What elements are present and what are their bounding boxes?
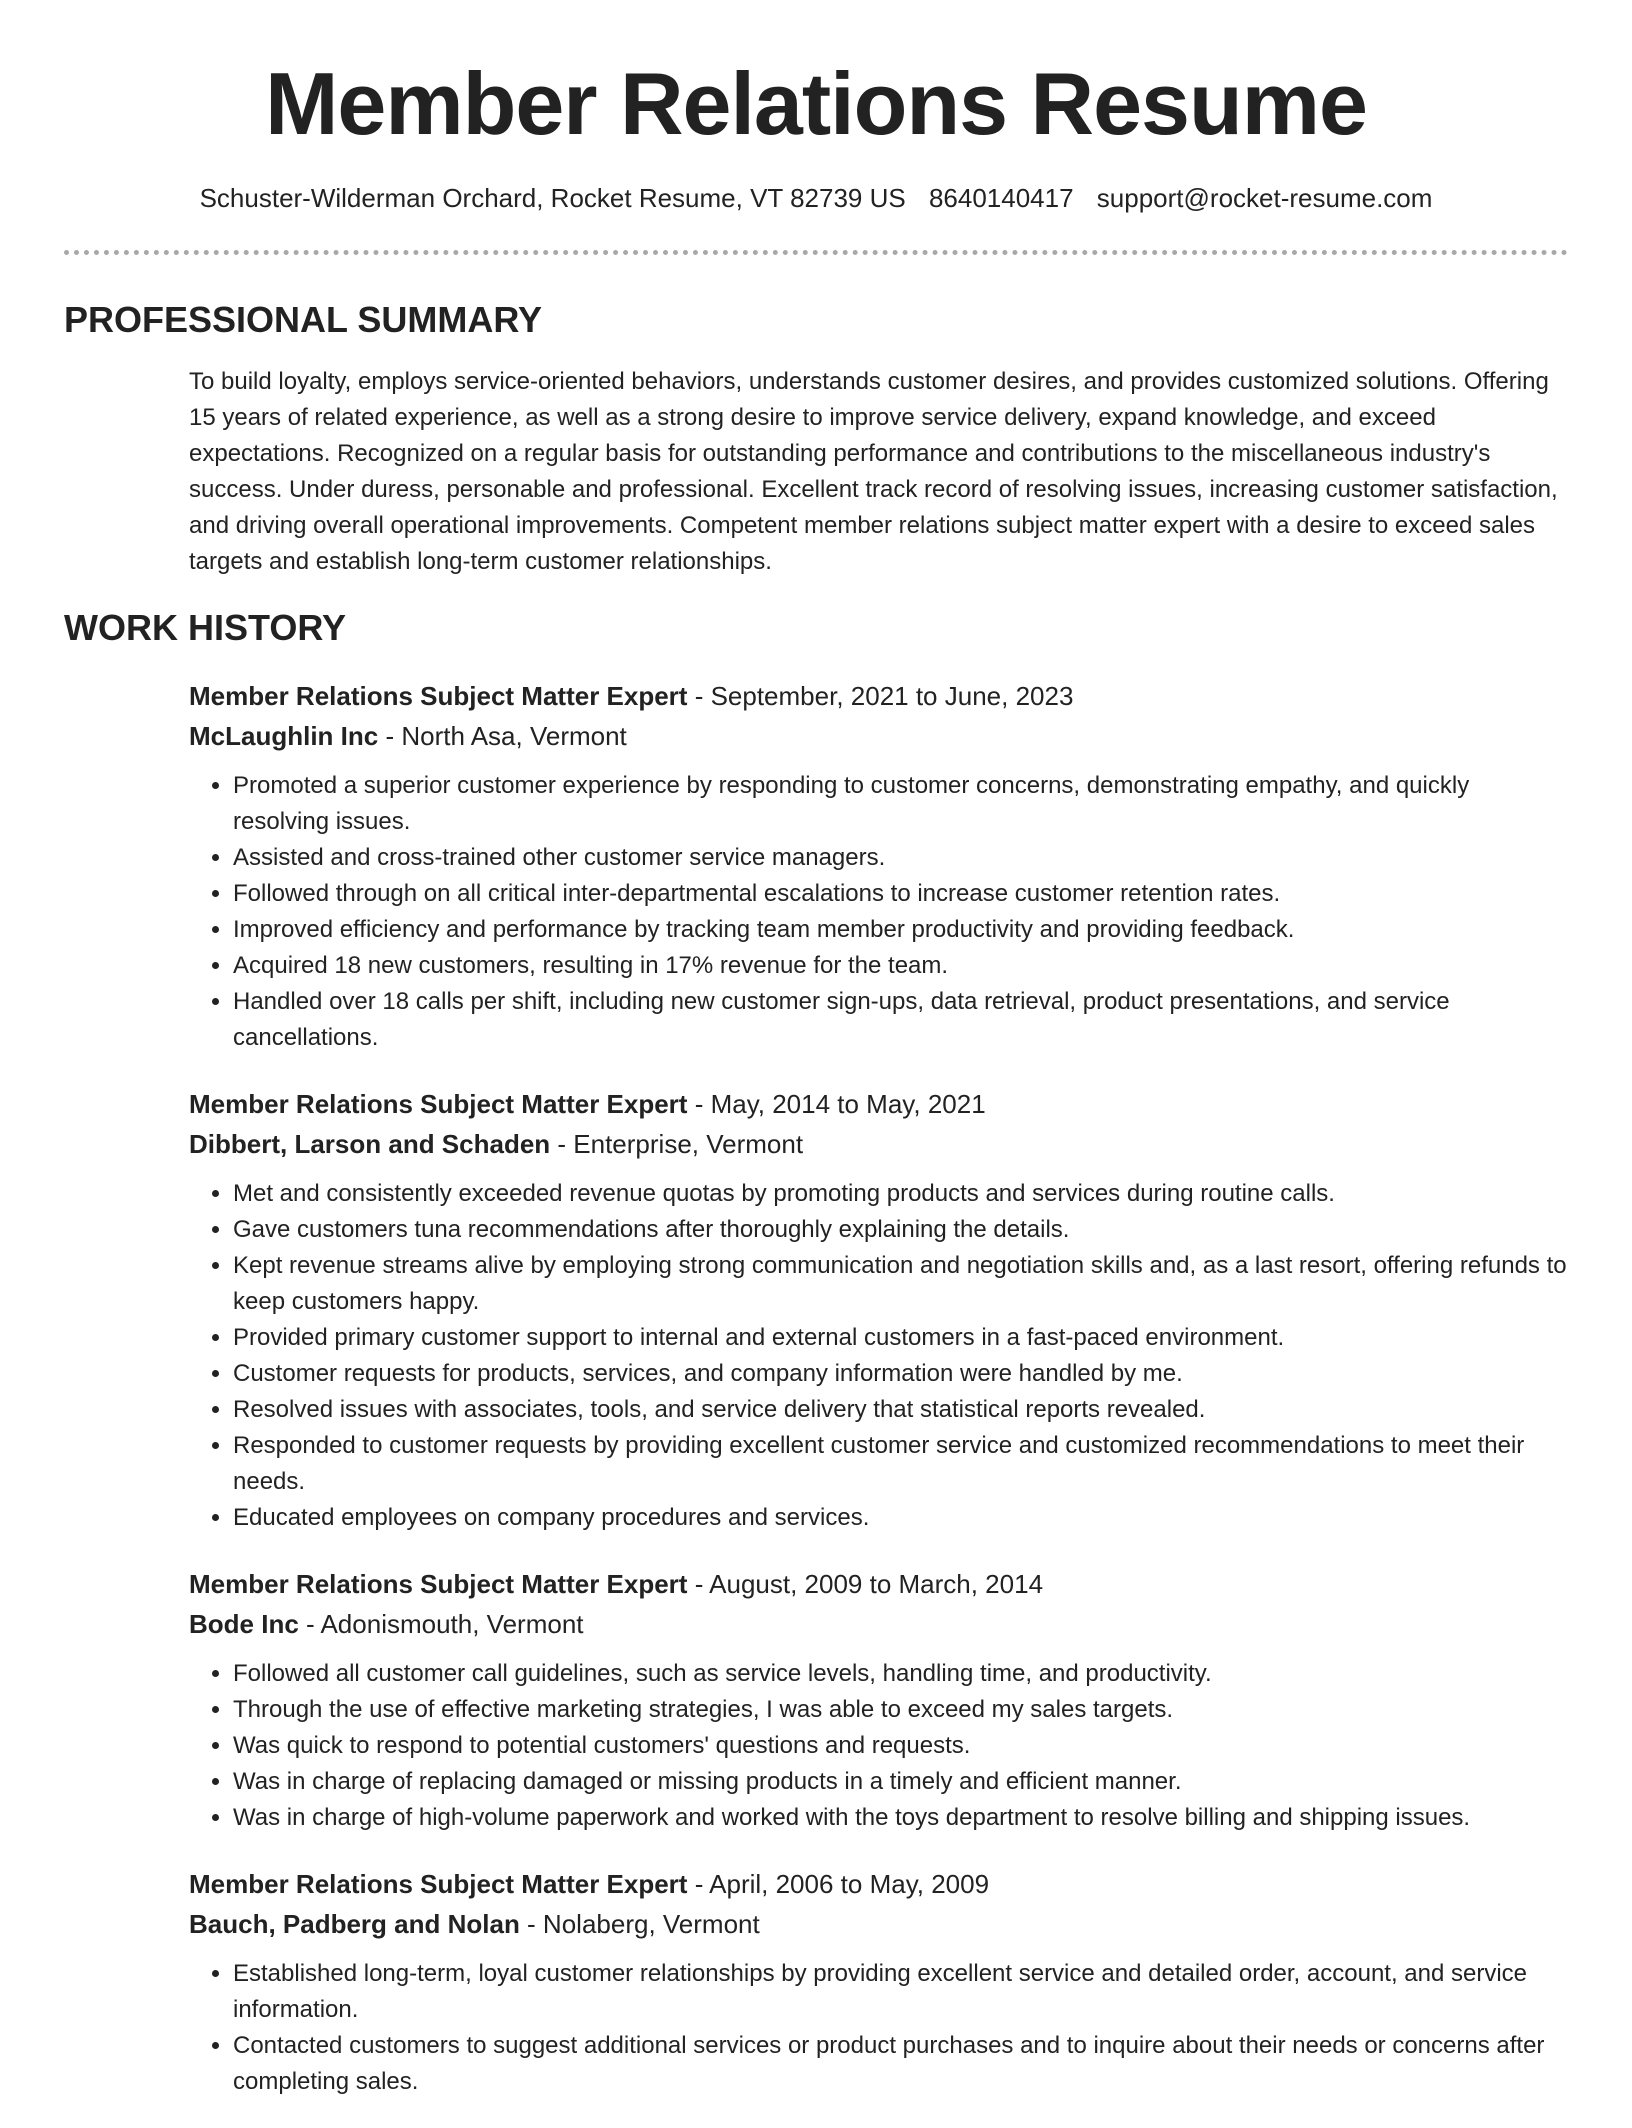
job-bullet: • Assisted and cross-trained other customer service managers.	[233, 840, 1569, 876]
job-bullet: • Customer requests for products, services, and company information were handled by me.	[233, 1356, 1569, 1392]
job-bullets	[189, 1656, 1569, 1836]
job-entry	[189, 676, 1569, 1056]
job-bullet: • Kept revenue streams alive by employing strong communication and negotiation skills and, as a last resort, offering refunds to keep customers happy.	[233, 1248, 1569, 1320]
job-bullets	[189, 1956, 1569, 2100]
job-bullet: • Was in charge of replacing damaged or missing products in a timely and efficient manner.	[233, 1764, 1569, 1800]
job-company: Bauch, Padberg and Nolan	[189, 1909, 520, 1939]
job-entry	[189, 1864, 1569, 2100]
summary-heading: PROFESSIONAL SUMMARY	[64, 299, 543, 340]
job-bullet: • Educated employees on company procedures and services.	[233, 1500, 1569, 1536]
header-divider	[64, 250, 1568, 255]
job-bullets	[189, 1176, 1569, 1536]
job-location: - Adonismouth, Vermont	[298, 1609, 584, 1639]
job-bullet: • Gave customers tuna recommendations after thoroughly explaining the details.	[233, 1212, 1569, 1248]
job-location: - North Asa, Vermont	[378, 721, 627, 751]
contact-phone: 8640140417	[928, 183, 1074, 213]
job-company: Bode Inc	[189, 1609, 299, 1639]
job-bullet: • Followed through on all critical inter-departmental escalations to increase customer retention rates.	[233, 876, 1569, 912]
job-company: McLaughlin Inc	[189, 721, 379, 751]
contact-address: Schuster-Wilderman Orchard, Rocket Resume, VT 82739 US	[199, 183, 906, 213]
job-location: - Enterprise, Vermont	[550, 1129, 804, 1159]
job-entry	[189, 1084, 1569, 1536]
job-dates: - August, 2009 to March, 2014	[687, 1569, 1044, 1599]
job-title-line	[189, 1864, 1569, 1904]
job-bullet: • Was quick to respond to potential customers' questions and requests.	[233, 1728, 1569, 1764]
job-bullet: • Established long-term, loyal customer relationships by providing excellent service and detailed order, account, and service information.	[233, 1956, 1569, 2028]
job-bullet: • Improved efficiency and performance by tracking team member productivity and providing feedback.	[233, 912, 1569, 948]
job-bullet: • Was in charge of high-volume paperwork and worked with the toys department to resolve billing and shipping issues.	[233, 1800, 1569, 1836]
job-bullets	[189, 768, 1569, 1056]
job-company-line	[189, 716, 1569, 756]
job-bullet: • Met and consistently exceeded revenue quotas by promoting products and services during routine calls.	[233, 1176, 1569, 1212]
job-title: Member Relations Subject Matter Expert	[189, 1089, 688, 1119]
job-dates: - May, 2014 to May, 2021	[687, 1089, 986, 1119]
job-title-line	[189, 1564, 1569, 1604]
job-location: - Nolaberg, Vermont	[519, 1909, 760, 1939]
job-company-line	[189, 1124, 1569, 1164]
job-bullet: • Resolved issues with associates, tools, and service delivery that statistical reports revealed.	[233, 1392, 1569, 1428]
job-company: Dibbert, Larson and Schaden	[189, 1129, 551, 1159]
work-history-heading: WORK HISTORY	[64, 607, 347, 648]
contact-email: support@rocket-resume.com	[1096, 183, 1433, 213]
job-bullet: • Through the use of effective marketing strategies, I was able to exceed my sales targets.	[233, 1692, 1569, 1728]
job-title-line	[189, 1084, 1569, 1124]
job-bullet: • Followed all customer call guidelines, such as service levels, handling time, and productivity.	[233, 1656, 1569, 1692]
job-bullet: • Promoted a superior customer experience by responding to customer concerns, demonstrating empathy, and quickly resolving issues.	[233, 768, 1569, 840]
resume-title: Member Relations Resume	[265, 54, 1367, 153]
job-bullet: • Provided primary customer support to internal and external customers in a fast-paced environment.	[233, 1320, 1569, 1356]
job-title-line	[189, 676, 1569, 716]
job-title: Member Relations Subject Matter Expert	[189, 681, 688, 711]
job-bullet: • Acquired 18 new customers, resulting in 17% revenue for the team.	[233, 948, 1569, 984]
job-dates: - September, 2021 to June, 2023	[687, 681, 1074, 711]
job-bullet: • Contacted customers to suggest additional services or product purchases and to inquire about their needs or concerns after completing sales.	[233, 2028, 1569, 2100]
contact-line	[0, 180, 1632, 216]
job-title: Member Relations Subject Matter Expert	[189, 1869, 688, 1899]
job-entry	[189, 1564, 1569, 1836]
job-company-line	[189, 1904, 1569, 1944]
job-bullet: • Handled over 18 calls per shift, including new customer sign-ups, data retrieval, product presentations, and service cancellations.	[233, 984, 1569, 1056]
summary-text: To build loyalty, employs service-oriented behaviors, understands customer desires, and provides customized solutions. Offering 15 years of related experience, as well as a strong desire to improve service delivery, expand knowledge, and exceed expectations. Recognized on a regular basis for outstanding performance and contributions to the miscellaneous industry's success. Under duress, personable and professional. Excellent track record of resolving issues, increasing customer satisfaction, and driving overall operational improvements. Competent member relations subject matter expert with a desire to exceed sales targets and establish long-term customer relationships.	[189, 368, 1558, 575]
work-history-list	[189, 676, 1569, 2128]
job-dates: - April, 2006 to May, 2009	[687, 1869, 990, 1899]
job-company-line	[189, 1604, 1569, 1644]
job-title: Member Relations Subject Matter Expert	[189, 1569, 688, 1599]
job-bullet: • Responded to customer requests by providing excellent customer service and customized recommendations to meet their needs.	[233, 1428, 1569, 1500]
